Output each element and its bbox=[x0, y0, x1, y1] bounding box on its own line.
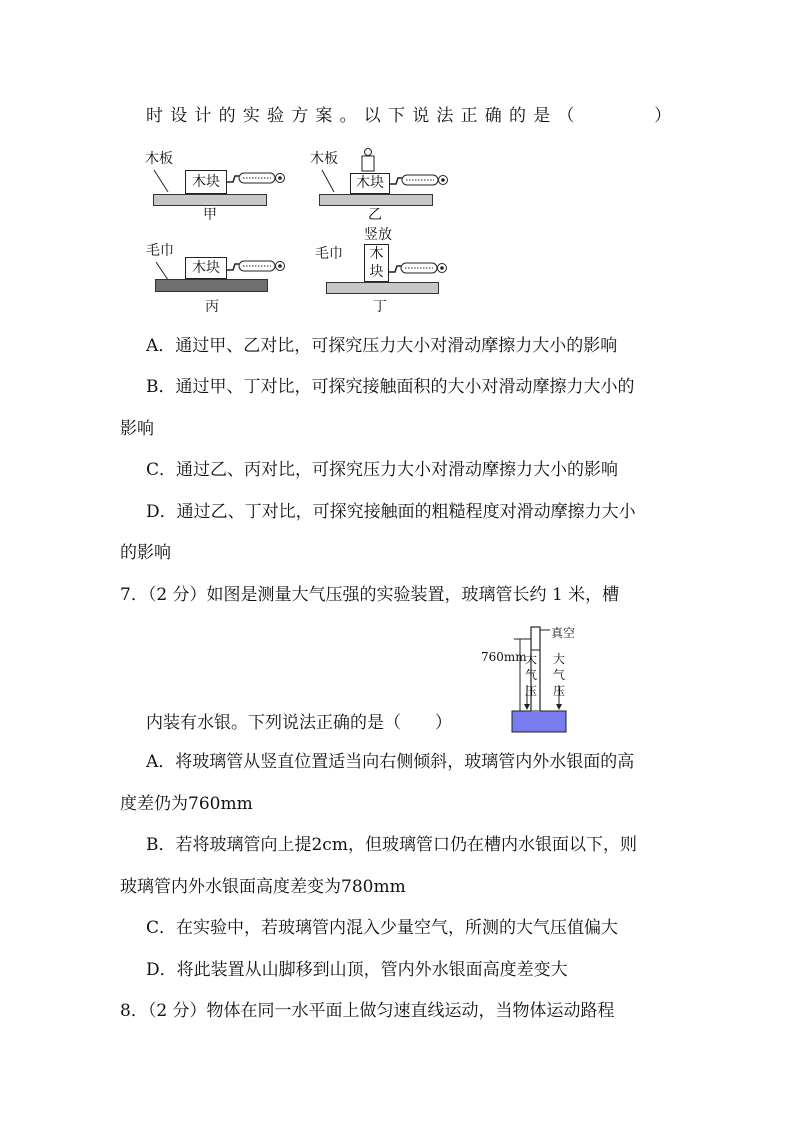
q7-option-d: D．将此装置从山脚移到山顶，管内外水银面高度差变大 bbox=[146, 960, 568, 980]
q7-stem-line2: 内装有水银。下列说法正确的是（ ） bbox=[146, 713, 452, 733]
wood-block: 木块 bbox=[185, 170, 227, 194]
board-towel bbox=[155, 279, 268, 292]
q7-option-c: C．在实验中，若玻璃管内混入少量空气，所测的大气压值偏大 bbox=[146, 918, 619, 938]
height-label: 760mm bbox=[481, 650, 527, 664]
q7-option-a-line2: 度差仍为760mm bbox=[120, 794, 253, 814]
q7-option-b-line2: 玻璃管内外水银面高度差变为780mm bbox=[120, 877, 406, 897]
wood-block: 木块 bbox=[350, 173, 390, 194]
q7-option-a-line1: A．将玻璃管从竖直位置适当向右侧倾斜，玻璃管内外水银面的高 bbox=[146, 752, 635, 772]
figure-caption: 乙 bbox=[368, 207, 382, 223]
board-wood bbox=[319, 194, 433, 206]
q7-stem-line1: 7．（2 分）如图是测量大气压强的实验装置，玻璃管长约 1 米，槽 bbox=[120, 585, 620, 605]
wood-block: 木块 bbox=[185, 257, 227, 279]
board-label: 木板 bbox=[310, 151, 338, 167]
board-label: 木板 bbox=[145, 151, 173, 167]
spring-scale-icon bbox=[227, 170, 287, 190]
q6-option-c: C．通过乙、丙对比，可探究压力大小对滑动摩擦力大小的影响 bbox=[146, 460, 619, 480]
board-towel bbox=[326, 282, 439, 294]
spring-scale-icon bbox=[389, 260, 449, 280]
wood-block-upright: 木 块 bbox=[364, 244, 389, 282]
q6-option-b-line1: B．通过甲、丁对比，可探究接触面积的大小对滑动摩擦力大小的 bbox=[146, 377, 635, 397]
label-leader-line bbox=[318, 168, 348, 194]
board-label: 毛巾 bbox=[146, 243, 174, 259]
board-label: 毛巾 bbox=[315, 246, 343, 262]
pressure-label-right: 大 气 压 bbox=[553, 652, 566, 698]
q6-option-d-line2: 的影响 bbox=[120, 543, 171, 563]
orientation-note: 竖放 bbox=[364, 227, 392, 243]
vacuum-label: 真空 bbox=[551, 626, 576, 640]
figure-caption: 丙 bbox=[205, 299, 219, 315]
q6-stem-tail: 时设计的实验方案。以下说法正确的是（ ） bbox=[146, 106, 679, 126]
label-leader-line bbox=[150, 168, 180, 194]
q6-option-d-line1: D．通过乙、丁对比，可探究接触面的粗糙程度对滑动摩擦力大小 bbox=[146, 502, 636, 522]
q7-option-b-line1: B．若将玻璃管向上提2cm，但玻璃管口仍在槽内水银面以下，则 bbox=[146, 835, 637, 855]
q8-stem-line1: 8．（2 分）物体在同一水平面上做匀速直线运动，当物体运动路程 bbox=[120, 1001, 615, 1021]
weight-icon bbox=[359, 147, 377, 173]
board-wood bbox=[153, 194, 267, 206]
spring-scale-icon bbox=[390, 172, 450, 192]
spring-scale-icon bbox=[227, 258, 287, 278]
figure-caption: 丁 bbox=[373, 299, 387, 315]
figure-caption: 甲 bbox=[203, 207, 217, 223]
q6-option-b-line2: 影响 bbox=[120, 419, 154, 439]
pressure-label-left: 大 气 压 bbox=[525, 652, 538, 698]
q6-option-a: A．通过甲、乙对比，可探究压力大小对滑动摩擦力大小的影响 bbox=[146, 336, 618, 356]
